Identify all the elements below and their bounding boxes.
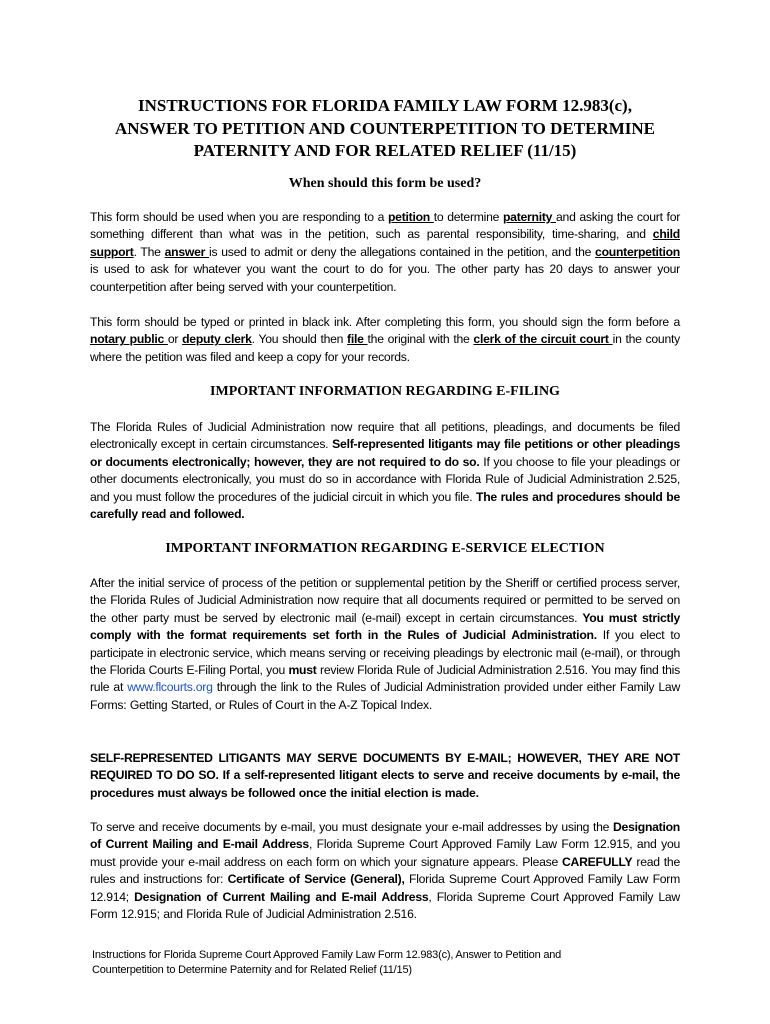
defined-term: deputy clerk — [182, 332, 252, 347]
text-run: through the link to the Rules of Judicial Administration provided under either Family Law Forms: Getting Started, or Rules of Court in the A-Z Topical Index. — [90, 680, 680, 712]
text-run: . The — [133, 244, 165, 259]
text-run: Self-represented litigants may file petitions or other pleadings or documents electronically; however, they are not required to do so. — [90, 437, 681, 469]
defined-term: file — [347, 332, 368, 347]
footer-line: Counterpetition to Determine Paternity and for Related Relief (11/15) — [92, 964, 412, 976]
paragraph-e-service — [90, 575, 680, 714]
footer-line: Instructions for Florida Supreme Court Approved Family Law Form 12.983(c), Answer to Petition and — [92, 949, 562, 961]
text-run: and asking the court for something different than what was in the petition, such as parental responsibility, time-sharing, and — [90, 210, 681, 242]
text-run: to determine — [433, 210, 503, 224]
defined-term: paternity — [502, 210, 557, 224]
text-run: This form should be used when you are responding to a — [90, 210, 388, 224]
text-run: or — [167, 332, 183, 347]
text-run: The rules and procedures should be carefully read and followed. — [90, 489, 680, 522]
form-title — [60, 95, 710, 163]
text-run: is used to admit or deny the allegations contained in the petition, and the — [209, 244, 596, 259]
text-run: To serve and receive documents by e-mail, you must designate your e-mail addresses by using the — [90, 820, 613, 834]
text-run: Florida Supreme Court Approved Family Law Form 12.914; — [90, 872, 681, 904]
title-line: ANSWER TO PETITION AND COUNTERPETITION TO DETERMINE — [114, 118, 656, 138]
text-run: If you elect to participate in electronic service, which means serving or receiving pleadings by electronic mail (e-mail), or through the Florida Courts E-Filing Portal, you — [90, 628, 680, 678]
defined-term: notary public — [90, 332, 168, 347]
paragraph-filing — [90, 314, 680, 366]
text-run: , Florida Supreme Court Approved Family Law Form 12.915, and you must provide your e-mail address on each form on which your signature appears. Please — [90, 837, 681, 869]
defined-term: child support — [90, 227, 680, 259]
website-link[interactable]: www.flcourts.org — [127, 680, 213, 695]
heading-e-filing: IMPORTANT INFORMATION REGARDING E-FILING — [210, 384, 560, 399]
text-run: read the rules and instructions for: — [90, 854, 680, 887]
text-run: After the initial service of process of the petition or supplemental petition by the Sheriff or certified process server, the Florida Rules of Judicial Administration now require that all documents required or permitted to be served on the other party must be served by electronic mail (e-mail) except in certain circumstances. — [90, 576, 680, 625]
text-run: is used to ask for whatever you want the court to do for you. The other party has 20 days to answer your counterpetition after being served with your counterpetition. — [90, 262, 680, 294]
title-line: PATERNITY AND FOR RELATED RELIEF (11/15) — [193, 141, 577, 160]
paragraph-self-represented — [90, 750, 680, 802]
text-run: Designation of Current Mailing and E-mail Address — [134, 889, 429, 904]
text-run: must — [288, 663, 317, 678]
defined-term: petition — [387, 210, 434, 224]
text-run: in the county where the petition was filed and keep a copy for your records. — [90, 332, 680, 364]
title-line: INSTRUCTIONS FOR FLORIDA FAMILY LAW FORM 12.983(c), — [138, 96, 632, 115]
text-run: the original with the — [367, 332, 474, 347]
text-run: review Florida Rule of Judicial Administration 2.516. You may find this rule at — [90, 663, 680, 695]
text-run: This form should be typed or printed in black ink. After completing this form, you should sign the form before a — [90, 315, 680, 329]
defined-term: answer — [164, 244, 209, 259]
page-footer — [92, 948, 652, 978]
text-run: SELF-REPRESENTED LITIGANTS MAY SERVE DOCUMENTS BY E-MAIL; HOWEVER, THEY ARE NOT REQUIRED TO DO SO. If a self-represented litigant elects to serve and receive documents by e-mail, the procedures must always be followed once the initial election is made. — [90, 751, 680, 800]
defined-term: counterpetition — [595, 244, 680, 259]
text-run: If you choose to file your pleadings or other documents electronically, you must do so in accordance with Florida Rule of Judicial Administration 2.525, and you must follow the procedures of the judicial circuit in which you file. — [90, 454, 680, 504]
text-run: You must strictly comply with the format requirements set forth in the Rules of Judicial Administration. — [90, 610, 680, 643]
paragraph-purpose — [90, 209, 680, 296]
heading-when-used: When should this form be used? — [288, 176, 482, 191]
heading-e-service: IMPORTANT INFORMATION REGARDING E-SERVICE ELECTION — [165, 541, 605, 556]
paragraph-e-filing — [90, 419, 680, 523]
text-run: Designation of Current Mailing and E-mail Address — [90, 820, 680, 852]
defined-term: clerk of the circuit court — [473, 332, 613, 347]
text-run: The Florida Rules of Judicial Administration now require that all petitions, pleadings, and documents be filed electronically except in certain circumstances. — [90, 420, 680, 452]
text-run: CAREFULLY — [562, 854, 633, 869]
text-run: . You should then — [251, 332, 348, 347]
paragraph-designation — [90, 819, 680, 923]
text-run: Certificate of Service (General), — [227, 872, 405, 887]
text-run: , Florida Supreme Court Approved Family Law Form 12.915; and Florida Rule of Judicial Administration 2.516. — [90, 889, 680, 922]
